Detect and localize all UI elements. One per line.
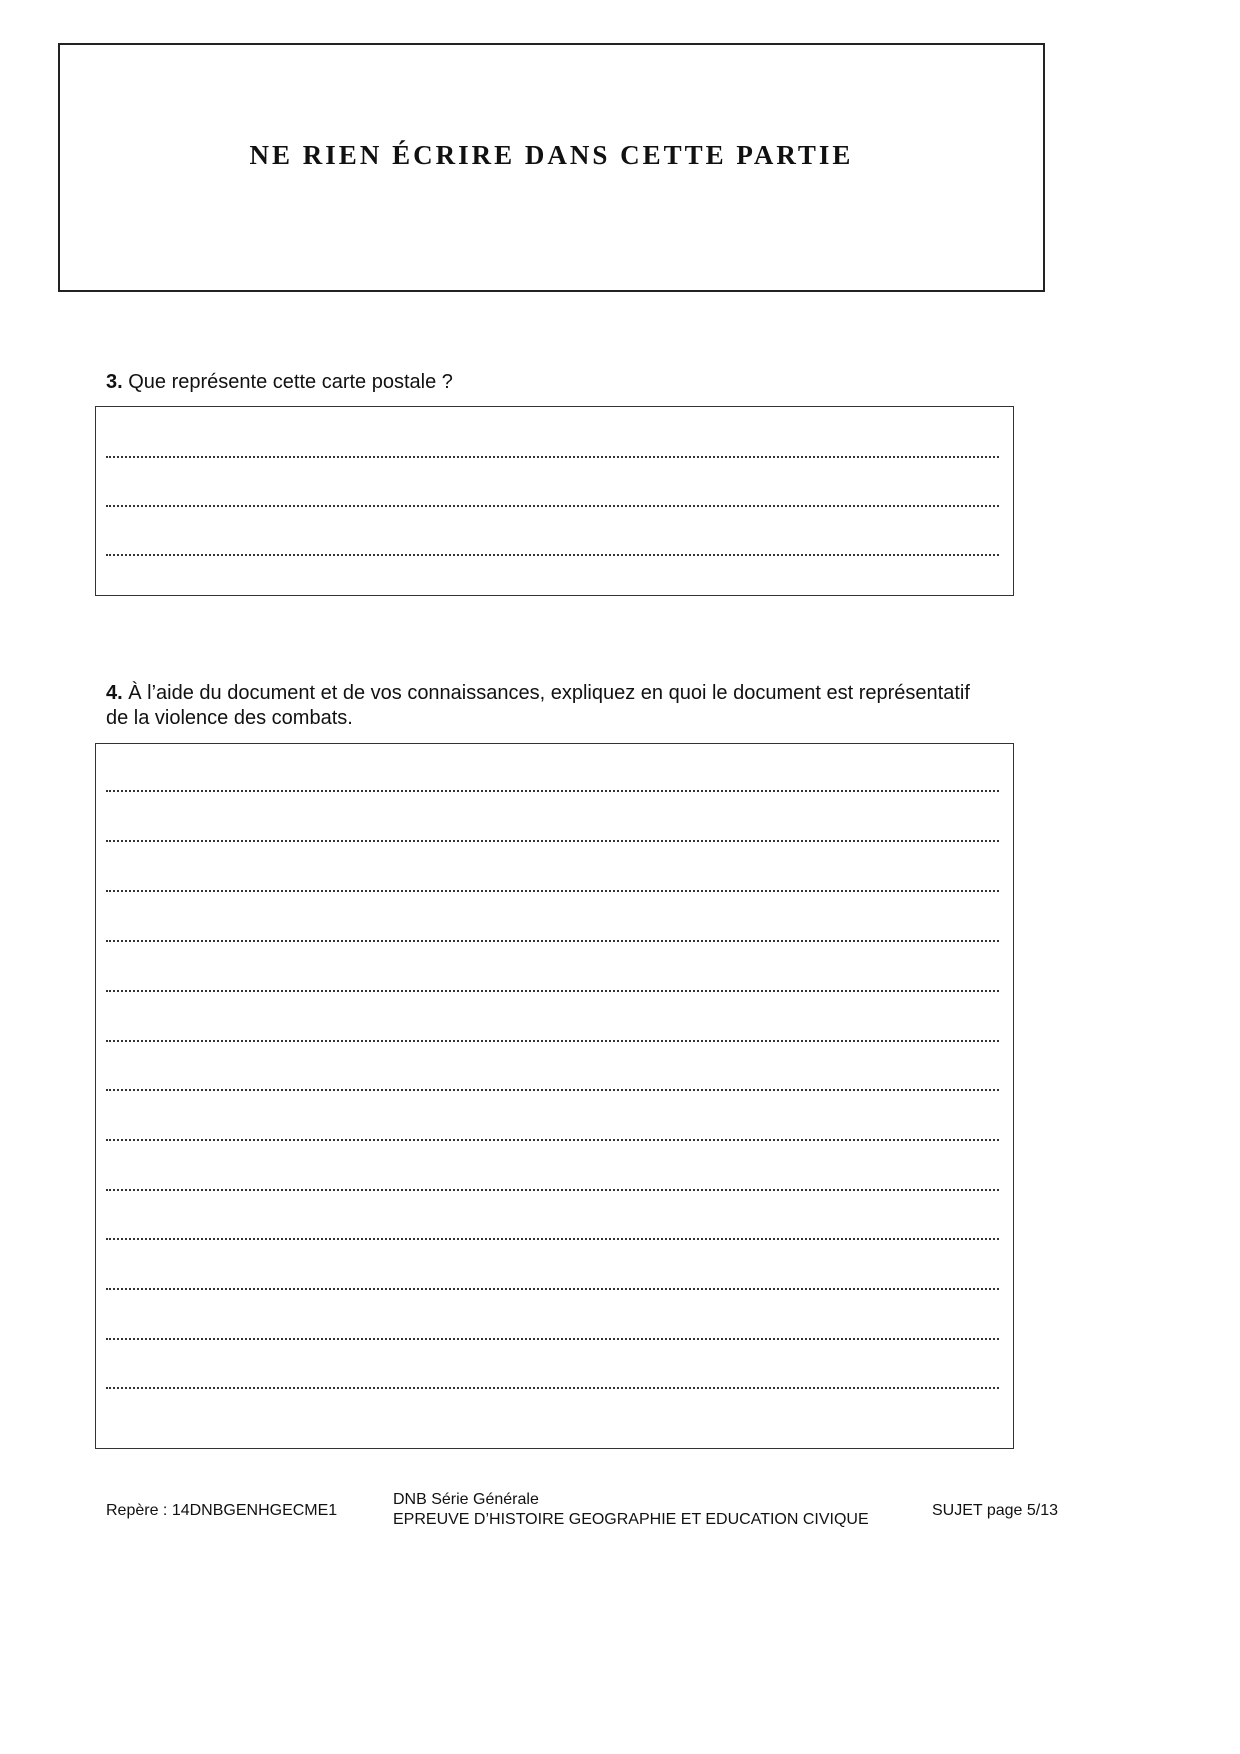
answer-line[interactable] [106,990,999,992]
footer-repere: Repère : 14DNBGENHGECME1 [106,1502,338,1519]
answer-line[interactable] [106,456,999,458]
question-number: 3. [106,371,123,393]
footer-epreuve: EPREUVE D’HISTOIRE GEOGRAPHIE ET EDUCATION CIVIQUE [393,1511,869,1528]
question-text: À l’aide du document et de vos connaissances, expliquez en quoi le document est représentatif de la violence des combats. [106,682,970,729]
footer-exam-info [393,1490,869,1530]
question-4 [106,681,986,731]
answer-line[interactable] [106,840,999,842]
answer-line[interactable] [106,1040,999,1042]
answer-line[interactable] [106,1288,999,1290]
header-title: NE RIEN ÉCRIRE DANS CETTE PARTIE [249,140,854,170]
answer-line[interactable] [106,1338,999,1340]
question-number: 4. [106,682,123,704]
answer-line[interactable] [106,1387,999,1389]
question-text: Que représente cette carte postale ? [128,371,453,393]
answer-line[interactable] [106,505,999,507]
answer-line[interactable] [106,1139,999,1141]
answer-line[interactable] [106,790,999,792]
footer-serie: DNB Série Générale [393,1491,539,1508]
answer-line[interactable] [106,1089,999,1091]
question-3 [106,370,986,395]
answer-line[interactable] [106,1238,999,1240]
footer-page-number: SUJET page 5/13 [932,1502,1059,1519]
do-not-write-box [58,43,1045,292]
answer-line[interactable] [106,554,999,556]
answer-line[interactable] [106,890,999,892]
answer-box-3[interactable] [95,406,1014,596]
answer-box-4[interactable] [95,743,1014,1449]
answer-line[interactable] [106,940,999,942]
answer-line[interactable] [106,1189,999,1191]
